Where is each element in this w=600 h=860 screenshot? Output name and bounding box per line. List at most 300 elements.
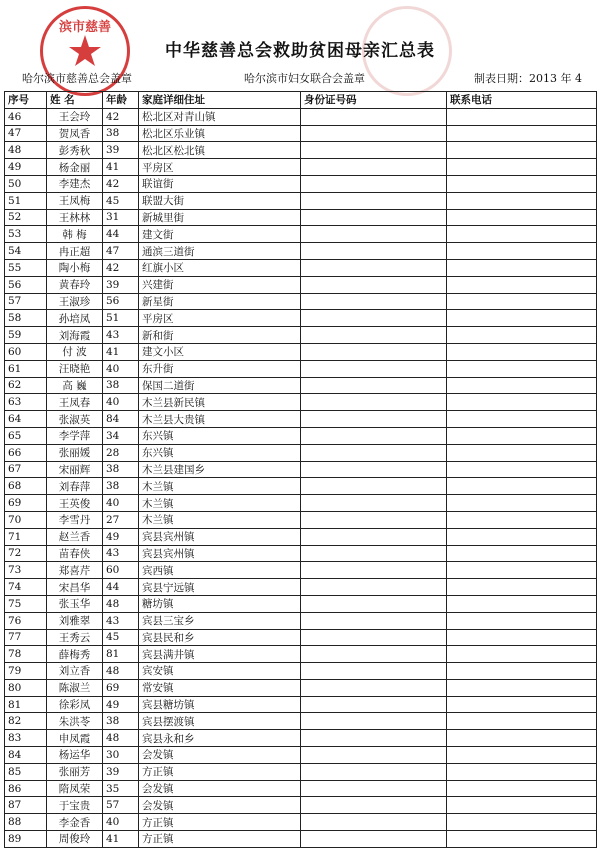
cell-phone bbox=[447, 679, 597, 696]
cell-id-number bbox=[301, 579, 447, 596]
cell-phone bbox=[447, 226, 597, 243]
cell-id-number bbox=[301, 495, 447, 512]
cell-address: 平房区 bbox=[139, 310, 301, 327]
cell-age: 39 bbox=[103, 276, 139, 293]
cell-name: 贺凤香 bbox=[47, 125, 103, 142]
cell-age: 43 bbox=[103, 612, 139, 629]
cell-phone bbox=[447, 595, 597, 612]
table-row bbox=[5, 125, 597, 142]
cell-phone bbox=[447, 343, 597, 360]
cell-address: 通滨三道街 bbox=[139, 243, 301, 260]
cell-name: 赵兰香 bbox=[47, 528, 103, 545]
table-row bbox=[5, 629, 597, 646]
header-name: 姓 名 bbox=[47, 92, 103, 109]
cell-age: 38 bbox=[103, 461, 139, 478]
cell-address: 东兴镇 bbox=[139, 444, 301, 461]
cell-address: 宾县宁远镇 bbox=[139, 579, 301, 596]
cell-id-number bbox=[301, 394, 447, 411]
cell-no: 66 bbox=[5, 444, 47, 461]
cell-age: 57 bbox=[103, 797, 139, 814]
cell-id-number bbox=[301, 679, 447, 696]
cell-id-number bbox=[301, 831, 447, 848]
cell-name: 张淑英 bbox=[47, 411, 103, 428]
cell-age: 30 bbox=[103, 747, 139, 764]
cell-phone bbox=[447, 411, 597, 428]
cell-age: 60 bbox=[103, 562, 139, 579]
header-no: 序号 bbox=[5, 92, 47, 109]
cell-name: 张丽媛 bbox=[47, 444, 103, 461]
cell-address: 兴建街 bbox=[139, 276, 301, 293]
cell-address: 保国二道街 bbox=[139, 377, 301, 394]
cell-name: 刘海霞 bbox=[47, 327, 103, 344]
cell-name: 汪晓艳 bbox=[47, 360, 103, 377]
cell-address: 宾西镇 bbox=[139, 562, 301, 579]
cell-age: 40 bbox=[103, 394, 139, 411]
cell-address: 宾县宾州镇 bbox=[139, 528, 301, 545]
cell-age: 44 bbox=[103, 226, 139, 243]
cell-id-number bbox=[301, 411, 447, 428]
cell-phone bbox=[447, 310, 597, 327]
cell-no: 87 bbox=[5, 797, 47, 814]
cell-no: 64 bbox=[5, 411, 47, 428]
cell-no: 88 bbox=[5, 814, 47, 831]
cell-id-number bbox=[301, 461, 447, 478]
cell-address: 木兰县新民镇 bbox=[139, 394, 301, 411]
cell-name: 韩 梅 bbox=[47, 226, 103, 243]
cell-name: 于宝贵 bbox=[47, 797, 103, 814]
cell-name: 李金香 bbox=[47, 814, 103, 831]
cell-no: 46 bbox=[5, 108, 47, 125]
cell-no: 70 bbox=[5, 511, 47, 528]
cell-address: 松北区松北镇 bbox=[139, 142, 301, 159]
cell-name: 王林林 bbox=[47, 209, 103, 226]
table-row bbox=[5, 646, 597, 663]
cell-address: 宾县宾州镇 bbox=[139, 545, 301, 562]
cell-id-number bbox=[301, 478, 447, 495]
cell-no: 83 bbox=[5, 730, 47, 747]
cell-address: 方正镇 bbox=[139, 814, 301, 831]
cell-phone bbox=[447, 780, 597, 797]
table-row bbox=[5, 545, 597, 562]
cell-phone bbox=[447, 545, 597, 562]
cell-address: 木兰镇 bbox=[139, 511, 301, 528]
cell-phone bbox=[447, 276, 597, 293]
cell-phone bbox=[447, 797, 597, 814]
cell-phone bbox=[447, 142, 597, 159]
cell-no: 78 bbox=[5, 646, 47, 663]
table-row bbox=[5, 142, 597, 159]
cell-age: 84 bbox=[103, 411, 139, 428]
cell-age: 41 bbox=[103, 159, 139, 176]
cell-id-number bbox=[301, 797, 447, 814]
table-row bbox=[5, 747, 597, 764]
cell-id-number bbox=[301, 276, 447, 293]
table-row bbox=[5, 310, 597, 327]
cell-no: 89 bbox=[5, 831, 47, 848]
cell-address: 新城里街 bbox=[139, 209, 301, 226]
cell-name: 张玉华 bbox=[47, 595, 103, 612]
cell-phone bbox=[447, 293, 597, 310]
cell-id-number bbox=[301, 763, 447, 780]
cell-id-number bbox=[301, 175, 447, 192]
cell-no: 73 bbox=[5, 562, 47, 579]
cell-address: 新星街 bbox=[139, 293, 301, 310]
cell-id-number bbox=[301, 259, 447, 276]
cell-id-number bbox=[301, 125, 447, 142]
cell-age: 42 bbox=[103, 175, 139, 192]
cell-name: 冉正超 bbox=[47, 243, 103, 260]
cell-address: 木兰镇 bbox=[139, 495, 301, 512]
cell-id-number bbox=[301, 730, 447, 747]
cell-phone bbox=[447, 243, 597, 260]
table-row bbox=[5, 243, 597, 260]
cell-no: 77 bbox=[5, 629, 47, 646]
cell-id-number bbox=[301, 595, 447, 612]
table-row bbox=[5, 730, 597, 747]
cell-name: 周俊玲 bbox=[47, 831, 103, 848]
cell-address: 联盟大街 bbox=[139, 192, 301, 209]
cell-no: 50 bbox=[5, 175, 47, 192]
cell-address: 松北区对青山镇 bbox=[139, 108, 301, 125]
cell-id-number bbox=[301, 209, 447, 226]
cell-no: 65 bbox=[5, 427, 47, 444]
table-row bbox=[5, 814, 597, 831]
cell-id-number bbox=[301, 528, 447, 545]
cell-id-number bbox=[301, 612, 447, 629]
charity-stamp-label: 哈尔滨市慈善总会盖章 bbox=[22, 72, 132, 85]
cell-name: 李学萍 bbox=[47, 427, 103, 444]
cell-age: 56 bbox=[103, 293, 139, 310]
cell-age: 47 bbox=[103, 243, 139, 260]
cell-name: 付 波 bbox=[47, 343, 103, 360]
cell-name: 朱洪苓 bbox=[47, 713, 103, 730]
cell-id-number bbox=[301, 343, 447, 360]
cell-address: 宾县满井镇 bbox=[139, 646, 301, 663]
cell-phone bbox=[447, 747, 597, 764]
cell-id-number bbox=[301, 780, 447, 797]
cell-id-number bbox=[301, 377, 447, 394]
cell-age: 28 bbox=[103, 444, 139, 461]
cell-name: 陈淑兰 bbox=[47, 679, 103, 696]
cell-address: 糖坊镇 bbox=[139, 595, 301, 612]
cell-no: 81 bbox=[5, 696, 47, 713]
cell-name: 徐彩凤 bbox=[47, 696, 103, 713]
table-row bbox=[5, 427, 597, 444]
cell-age: 35 bbox=[103, 780, 139, 797]
table-row bbox=[5, 763, 597, 780]
table-row bbox=[5, 276, 597, 293]
cell-address: 木兰镇 bbox=[139, 478, 301, 495]
cell-id-number bbox=[301, 427, 447, 444]
cell-phone bbox=[447, 108, 597, 125]
cell-age: 38 bbox=[103, 713, 139, 730]
cell-age: 49 bbox=[103, 696, 139, 713]
header-age: 年龄 bbox=[103, 92, 139, 109]
cell-no: 68 bbox=[5, 478, 47, 495]
cell-phone bbox=[447, 394, 597, 411]
cell-phone bbox=[447, 763, 597, 780]
cell-id-number bbox=[301, 663, 447, 680]
cell-no: 55 bbox=[5, 259, 47, 276]
cell-name: 刘春萍 bbox=[47, 478, 103, 495]
summary-table bbox=[4, 91, 597, 848]
cell-phone bbox=[447, 511, 597, 528]
cell-address: 宾县民和乡 bbox=[139, 629, 301, 646]
table-row bbox=[5, 696, 597, 713]
cell-phone bbox=[447, 259, 597, 276]
cell-name: 郑喜芹 bbox=[47, 562, 103, 579]
cell-no: 61 bbox=[5, 360, 47, 377]
cell-age: 41 bbox=[103, 343, 139, 360]
cell-no: 53 bbox=[5, 226, 47, 243]
cell-phone bbox=[447, 209, 597, 226]
cell-age: 39 bbox=[103, 142, 139, 159]
table-header-row bbox=[5, 92, 597, 109]
cell-address: 东兴镇 bbox=[139, 427, 301, 444]
cell-age: 42 bbox=[103, 259, 139, 276]
table-row bbox=[5, 259, 597, 276]
cell-no: 54 bbox=[5, 243, 47, 260]
cell-no: 84 bbox=[5, 747, 47, 764]
cell-name: 申凤霞 bbox=[47, 730, 103, 747]
table-row bbox=[5, 343, 597, 360]
cell-no: 49 bbox=[5, 159, 47, 176]
cell-no: 72 bbox=[5, 545, 47, 562]
table-row bbox=[5, 377, 597, 394]
cell-id-number bbox=[301, 713, 447, 730]
cell-age: 38 bbox=[103, 125, 139, 142]
cell-id-number bbox=[301, 243, 447, 260]
cell-id-number bbox=[301, 646, 447, 663]
table-row bbox=[5, 209, 597, 226]
cell-address: 松北区乐业镇 bbox=[139, 125, 301, 142]
cell-address: 会发镇 bbox=[139, 780, 301, 797]
cell-age: 34 bbox=[103, 427, 139, 444]
cell-address: 建文小区 bbox=[139, 343, 301, 360]
header-phone: 联系电话 bbox=[447, 92, 597, 109]
table-row bbox=[5, 495, 597, 512]
cell-no: 76 bbox=[5, 612, 47, 629]
federation-stamp-label: 哈尔滨市妇女联合会盖章 bbox=[244, 72, 365, 85]
cell-id-number bbox=[301, 142, 447, 159]
cell-address: 会发镇 bbox=[139, 747, 301, 764]
cell-id-number bbox=[301, 159, 447, 176]
cell-age: 44 bbox=[103, 579, 139, 596]
cell-id-number bbox=[301, 226, 447, 243]
cell-id-number bbox=[301, 108, 447, 125]
cell-phone bbox=[447, 579, 597, 596]
cell-address: 方正镇 bbox=[139, 831, 301, 848]
cell-address: 宾县永和乡 bbox=[139, 730, 301, 747]
table-row bbox=[5, 595, 597, 612]
cell-no: 59 bbox=[5, 327, 47, 344]
cell-name: 宋昌华 bbox=[47, 579, 103, 596]
table-row bbox=[5, 327, 597, 344]
cell-id-number bbox=[301, 293, 447, 310]
cell-age: 40 bbox=[103, 495, 139, 512]
cell-address: 平房区 bbox=[139, 159, 301, 176]
cell-phone bbox=[447, 327, 597, 344]
cell-no: 86 bbox=[5, 780, 47, 797]
cell-name: 杨金丽 bbox=[47, 159, 103, 176]
cell-no: 58 bbox=[5, 310, 47, 327]
cell-phone bbox=[447, 646, 597, 663]
cell-address: 常安镇 bbox=[139, 679, 301, 696]
cell-name: 李建杰 bbox=[47, 175, 103, 192]
cell-id-number bbox=[301, 192, 447, 209]
cell-age: 45 bbox=[103, 192, 139, 209]
cell-phone bbox=[447, 125, 597, 142]
cell-age: 43 bbox=[103, 545, 139, 562]
cell-address: 宾安镇 bbox=[139, 663, 301, 680]
cell-no: 51 bbox=[5, 192, 47, 209]
cell-address: 木兰县建国乡 bbox=[139, 461, 301, 478]
cell-no: 52 bbox=[5, 209, 47, 226]
cell-no: 56 bbox=[5, 276, 47, 293]
cell-no: 74 bbox=[5, 579, 47, 596]
cell-no: 71 bbox=[5, 528, 47, 545]
cell-name: 孙培凤 bbox=[47, 310, 103, 327]
cell-age: 49 bbox=[103, 528, 139, 545]
cell-phone bbox=[447, 360, 597, 377]
table-row bbox=[5, 511, 597, 528]
cell-address: 红旗小区 bbox=[139, 259, 301, 276]
cell-age: 43 bbox=[103, 327, 139, 344]
cell-id-number bbox=[301, 444, 447, 461]
seal-text: 滨市慈善 bbox=[58, 20, 112, 35]
cell-age: 41 bbox=[103, 831, 139, 848]
cell-no: 80 bbox=[5, 679, 47, 696]
cell-address: 木兰县大贵镇 bbox=[139, 411, 301, 428]
cell-name: 黄春玲 bbox=[47, 276, 103, 293]
cell-address: 建文街 bbox=[139, 226, 301, 243]
table-row bbox=[5, 360, 597, 377]
cell-age: 27 bbox=[103, 511, 139, 528]
cell-name: 李雪丹 bbox=[47, 511, 103, 528]
cell-age: 45 bbox=[103, 629, 139, 646]
cell-phone bbox=[447, 730, 597, 747]
cell-phone bbox=[447, 159, 597, 176]
table-row bbox=[5, 679, 597, 696]
cell-name: 杨运华 bbox=[47, 747, 103, 764]
cell-id-number bbox=[301, 814, 447, 831]
cell-address: 宾县摆渡镇 bbox=[139, 713, 301, 730]
cell-id-number bbox=[301, 360, 447, 377]
cell-phone bbox=[447, 562, 597, 579]
table-row bbox=[5, 612, 597, 629]
table-row bbox=[5, 663, 597, 680]
cell-phone bbox=[447, 427, 597, 444]
cell-no: 82 bbox=[5, 713, 47, 730]
date-label: 制表日期：2013 年 4 bbox=[474, 72, 582, 85]
table-row bbox=[5, 797, 597, 814]
cell-id-number bbox=[301, 696, 447, 713]
cell-name: 陶小梅 bbox=[47, 259, 103, 276]
cell-phone bbox=[447, 478, 597, 495]
table-row bbox=[5, 411, 597, 428]
cell-phone bbox=[447, 696, 597, 713]
table-row bbox=[5, 831, 597, 848]
cell-address: 宾县糖坊镇 bbox=[139, 696, 301, 713]
cell-name: 彭秀秋 bbox=[47, 142, 103, 159]
cell-age: 42 bbox=[103, 108, 139, 125]
cell-name: 王凤梅 bbox=[47, 192, 103, 209]
cell-age: 48 bbox=[103, 730, 139, 747]
cell-age: 38 bbox=[103, 478, 139, 495]
table-row bbox=[5, 226, 597, 243]
cell-name: 刘雅翠 bbox=[47, 612, 103, 629]
cell-phone bbox=[447, 814, 597, 831]
table-row bbox=[5, 461, 597, 478]
cell-id-number bbox=[301, 562, 447, 579]
cell-phone bbox=[447, 713, 597, 730]
cell-phone bbox=[447, 495, 597, 512]
cell-address: 会发镇 bbox=[139, 797, 301, 814]
cell-name: 高 巍 bbox=[47, 377, 103, 394]
cell-id-number bbox=[301, 310, 447, 327]
cell-no: 48 bbox=[5, 142, 47, 159]
table-row bbox=[5, 159, 597, 176]
table-row bbox=[5, 478, 597, 495]
cell-name: 王凤春 bbox=[47, 394, 103, 411]
cell-age: 38 bbox=[103, 377, 139, 394]
cell-age: 40 bbox=[103, 814, 139, 831]
cell-address: 新和街 bbox=[139, 327, 301, 344]
cell-age: 40 bbox=[103, 360, 139, 377]
cell-phone bbox=[447, 444, 597, 461]
cell-no: 62 bbox=[5, 377, 47, 394]
cell-phone bbox=[447, 528, 597, 545]
cell-age: 31 bbox=[103, 209, 139, 226]
table-row bbox=[5, 713, 597, 730]
cell-age: 39 bbox=[103, 763, 139, 780]
cell-name: 苗春侠 bbox=[47, 545, 103, 562]
cell-age: 81 bbox=[103, 646, 139, 663]
table-row bbox=[5, 293, 597, 310]
table-row bbox=[5, 528, 597, 545]
cell-age: 48 bbox=[103, 595, 139, 612]
table-row bbox=[5, 444, 597, 461]
cell-phone bbox=[447, 192, 597, 209]
cell-address: 东升街 bbox=[139, 360, 301, 377]
cell-age: 48 bbox=[103, 663, 139, 680]
cell-name: 宋丽辉 bbox=[47, 461, 103, 478]
cell-no: 75 bbox=[5, 595, 47, 612]
cell-id-number bbox=[301, 629, 447, 646]
cell-age: 69 bbox=[103, 679, 139, 696]
cell-name: 王会玲 bbox=[47, 108, 103, 125]
cell-address: 宾县三宝乡 bbox=[139, 612, 301, 629]
table-row bbox=[5, 108, 597, 125]
cell-phone bbox=[447, 175, 597, 192]
table-row bbox=[5, 780, 597, 797]
cell-id-number bbox=[301, 747, 447, 764]
cell-no: 69 bbox=[5, 495, 47, 512]
cell-id-number bbox=[301, 327, 447, 344]
cell-phone bbox=[447, 612, 597, 629]
cell-no: 60 bbox=[5, 343, 47, 360]
cell-name: 王英俊 bbox=[47, 495, 103, 512]
header-address: 家庭详细住址 bbox=[139, 92, 301, 109]
table-row bbox=[5, 394, 597, 411]
cell-no: 85 bbox=[5, 763, 47, 780]
cell-address: 方正镇 bbox=[139, 763, 301, 780]
cell-no: 63 bbox=[5, 394, 47, 411]
cell-no: 57 bbox=[5, 293, 47, 310]
cell-phone bbox=[447, 461, 597, 478]
cell-no: 67 bbox=[5, 461, 47, 478]
cell-no: 79 bbox=[5, 663, 47, 680]
